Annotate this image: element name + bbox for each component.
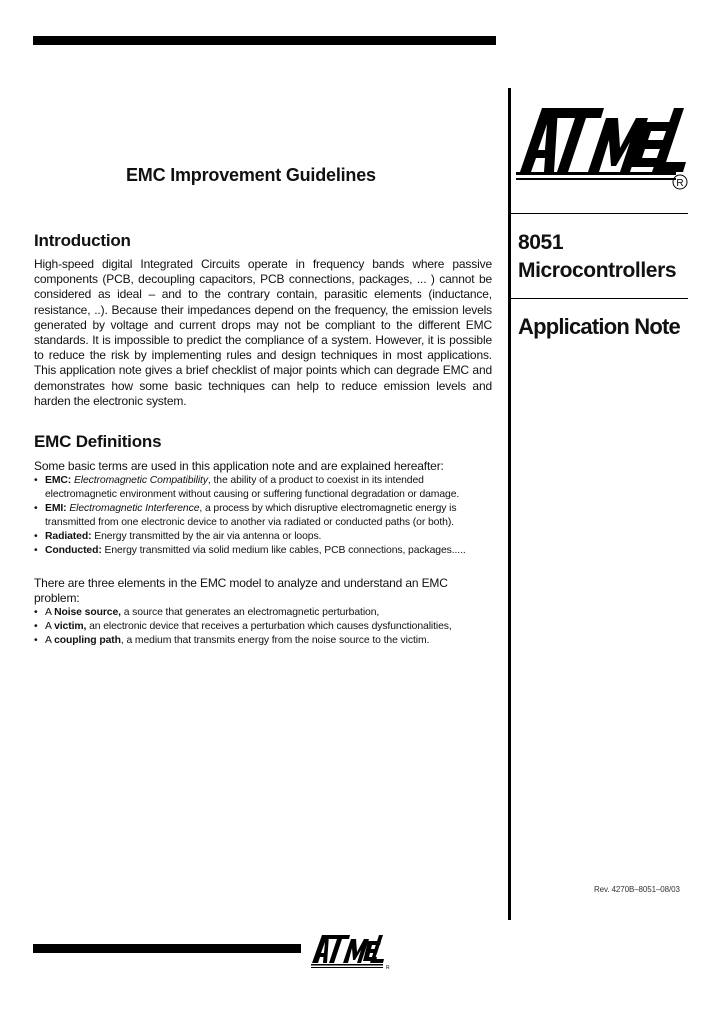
- definition-term: EMI:: [45, 503, 67, 514]
- definition-term: EMC:: [45, 475, 72, 486]
- definition-text: , the ability of a product to coexist in its intended electromagnetic environment without causing or suffering functional degradation or damage.: [45, 475, 460, 500]
- model-text: , a medium that transmits energy from the noise source to the victim.: [120, 635, 430, 646]
- definition-term: Conducted:: [45, 545, 102, 556]
- bullet-icon: •: [34, 607, 38, 618]
- model-item-prefix: A: [45, 635, 52, 646]
- atmel-logo-footer: [310, 931, 390, 971]
- definition-term-expanded: Electromagnetic Compatibility: [73, 475, 208, 486]
- definition-term-expanded: Electromagnetic Interference: [69, 503, 200, 514]
- bullet-icon: •: [34, 621, 38, 632]
- introduction-heading: Introduction: [34, 231, 131, 250]
- list-item: [34, 606, 494, 620]
- model-term: coupling path: [54, 635, 121, 646]
- definition-text: Energy transmitted via solid medium like cables, PCB connections, packages.....: [104, 545, 466, 556]
- list-item: [34, 474, 494, 502]
- definition-text: Energy transmitted by the air via antenna or loops.: [94, 531, 322, 542]
- bullet-icon: •: [34, 475, 38, 486]
- sidebar-rule-bottom: [511, 298, 688, 299]
- list-item: [34, 544, 494, 558]
- list-item: [34, 620, 494, 634]
- product-number: 8051: [518, 231, 564, 254]
- bullet-icon: •: [34, 545, 38, 556]
- registered-mark: R: [676, 178, 684, 189]
- document-type: Application Note: [518, 314, 680, 339]
- model-term: victim,: [54, 621, 87, 632]
- revision-code: Rev. 4270B–8051–08/03: [594, 885, 680, 894]
- model-term: Noise source,: [54, 607, 121, 618]
- list-item: [34, 530, 494, 544]
- model-text: a source that generates an electromagnetic perturbation,: [123, 607, 380, 618]
- bullet-icon: •: [34, 635, 38, 646]
- atmel-logo: [514, 100, 690, 192]
- list-item: [34, 634, 494, 648]
- definition-text: , a process by which disruptive electromagnetic energy is transmitted from one electronic device to another via radiated or conducted paths (or both).: [45, 503, 457, 528]
- model-item-prefix: A: [45, 607, 52, 618]
- introduction-body: High-speed digital Integrated Circuits operate in frequency bands where passive components (PCB, decoupling capacitors, PCB connections, packages, ... ) cannot be considered as ideal – and to the contrary contain, parasitic elements (inductance, resistance, ..). Because their impedances depend on the frequency, the emission levels generated by voltage and current drops may not be compliant to the different EMC standards. It is impossible to predict the compliance of a system. However, it is possible to reduce the risk by implementing rules and design techniques in most applications. This application note gives a brief checklist of major points which can degrade EMC and demonstrates how some basic techniques can help to reduce emission levels and harden the electronic system.: [34, 257, 492, 408]
- definitions-intro: Some basic terms are used in this application note and are explained hereafter:: [34, 459, 444, 473]
- definitions-list: [34, 474, 494, 558]
- model-item-prefix: A: [45, 621, 52, 632]
- bullet-icon: •: [34, 531, 38, 542]
- product-family: Microcontrollers: [518, 259, 677, 282]
- emc-model-list: [34, 606, 494, 648]
- sidebar-rule-top: [511, 213, 688, 214]
- bullet-icon: •: [34, 503, 38, 514]
- definition-term: Radiated:: [45, 531, 92, 542]
- emc-model-intro: There are three elements in the EMC model to analyze and understand an EMC problem:: [34, 576, 448, 606]
- footer-rule: [33, 944, 301, 953]
- list-item: [34, 502, 494, 530]
- footer-registered-mark: R: [386, 965, 390, 971]
- definitions-heading: EMC Definitions: [34, 432, 162, 451]
- header-rule: [33, 36, 496, 45]
- page-title: EMC Improvement Guidelines: [126, 165, 376, 185]
- model-text: an electronic device that receives a perturbation which causes dysfunctionalities,: [89, 621, 452, 632]
